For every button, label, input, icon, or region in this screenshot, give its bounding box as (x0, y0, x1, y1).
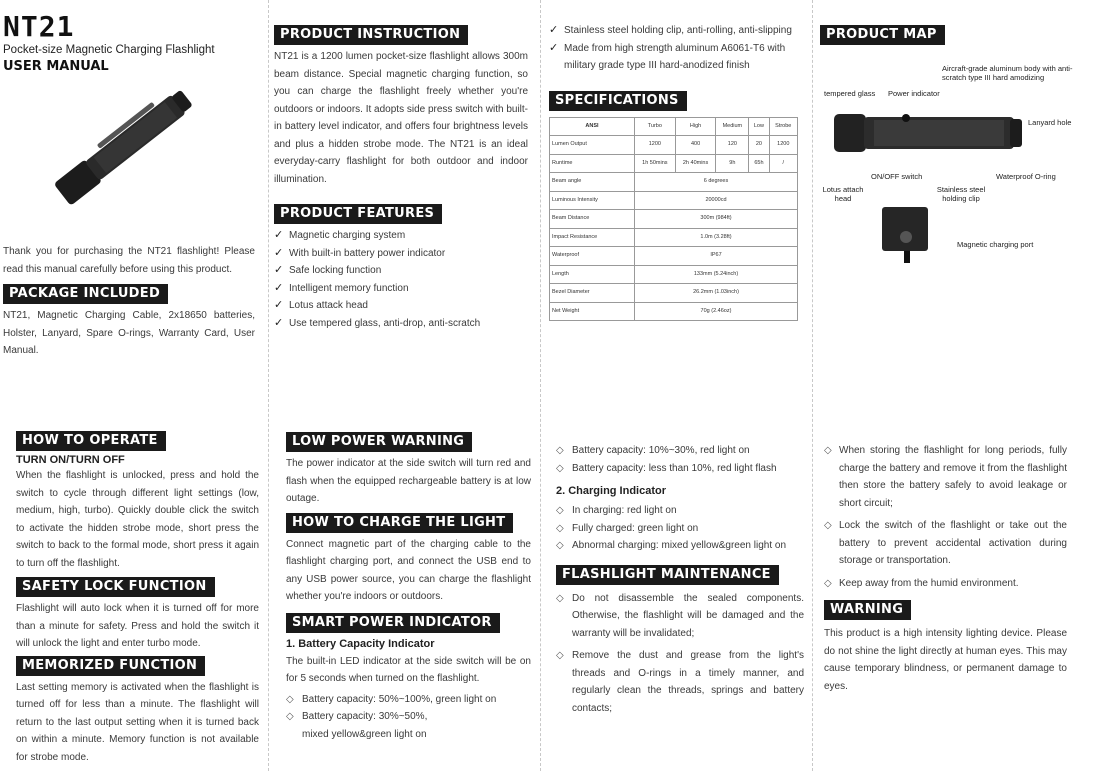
map-label-power: Power indicator (888, 89, 940, 98)
table-cell: 26.2mm (1.03inch) (635, 284, 798, 303)
package-text: NT21, Magnetic Charging Cable, 2x18650 batteries, Holster, Lanyard, Spare O-rings, Warranty Card, User Manual. (3, 310, 255, 356)
list-item: ◇ Abnormal charging: mixed yellow&green light on (556, 537, 804, 555)
map-label-port: Magnetic charging port (957, 240, 1034, 249)
instruction-text: NT21 is a 1200 lumen pocket-size flashlight allows 300m beam distance. Special magnetic charging function, so you can charge the flashlight freely whether you're outdoors or indoors. It adopts side press switch with built-in battery level indicator, and offers four brightness levels and plus a hidden strobe mode. The NT21 is an ideal everyday-carry flashlight for both outdoor and indoor illumination. (274, 51, 529, 185)
table-cell: Impact Resistance (550, 228, 635, 247)
package-heading: PACKAGE INCLUDED (3, 284, 168, 304)
table-cell: / (769, 154, 797, 173)
table-row (550, 284, 798, 303)
map-label-lanyard: Lanyard hole (1028, 118, 1072, 127)
user-manual-label: USER MANUAL (3, 59, 109, 74)
table-cell: 400 (675, 136, 716, 155)
battery-capacity-subheading: 1. Battery Capacity Indicator (286, 637, 435, 650)
flashlight-map-image (834, 108, 1024, 158)
table-row (550, 265, 798, 284)
table-row (550, 136, 798, 155)
map-label-lotus: Lotus attach head (822, 185, 864, 203)
table-cell: 1.0m (3.28ft) (635, 228, 798, 247)
thanks-text: Thank you for purchasing the NT21 flashlight! Please read this manual carefully before using this product. (3, 246, 255, 275)
features-heading: PRODUCT FEATURES (274, 204, 442, 224)
map-label-glass: tempered glass (824, 89, 876, 98)
table-cell: Waterproof (550, 247, 635, 266)
table-cell: 1200 (769, 136, 797, 155)
charge-text: Connect magnetic part of the charging cable to the flashlight charging port, and connect the USB end to any USB power source, you can charge the flashlight whether you're indoors or outdoors. (286, 538, 531, 602)
table-row (550, 228, 798, 247)
low-power-text: The power indicator at the side switch will turn red and flash when the equipped rechargeable battery is at low outage. (286, 458, 531, 504)
memorized-text: Last setting memory is activated when the flashlight is turned off for less than a minute. The flashlight will return to the last output setting when it is turned back on within a minute. Memory function is not available for strobe mode. (16, 681, 259, 763)
flashlight-image (23, 81, 223, 211)
table-cell: Length (550, 265, 635, 284)
list-item: ◇ Do not disassemble the sealed components. Otherwise, the flashlight will be damaged and the warranty will be invalidated; (556, 590, 804, 643)
features-list (274, 227, 528, 332)
list-item: ◇ Keep away from the humid environment. (824, 575, 1067, 593)
list-item: ✓ With built-in battery power indicator (274, 245, 528, 263)
storage-warning-panel (824, 442, 1067, 695)
list-item: ✓ Magnetic charging system (274, 227, 528, 245)
table-cell: IP67 (635, 247, 798, 266)
list-item: ◇ Battery capacity: less than 10%, red light flash (556, 460, 804, 478)
charge-heading: HOW TO CHARGE THE LIGHT (286, 513, 513, 533)
instruction-panel (274, 25, 528, 332)
table-cell: 2h 40mins (675, 154, 716, 173)
maintenance-heading: FLASHLIGHT MAINTENANCE (556, 565, 779, 585)
table-header: Strobe (769, 117, 797, 136)
memorized-heading: MEMORIZED FUNCTION (16, 656, 205, 676)
list-item: ✓ Lotus attack head (274, 297, 528, 315)
table-cell: Beam Distance (550, 210, 635, 229)
map-label-body: Aircraft-grade aluminum body with anti-scratch type III hard amodizing (942, 64, 1073, 82)
map-label-clip: Stainless steel holding clip (936, 185, 986, 203)
safety-lock-text: Flashlight will auto lock when it is turned off for more than a minute for safety. Press and hold the switch it will unlock the light and enter turbo mode. (16, 603, 259, 649)
indicator-maintenance-panel (556, 442, 804, 717)
product-map-heading: PRODUCT MAP (820, 25, 945, 45)
cover-panel (3, 12, 255, 360)
table-row (550, 154, 798, 173)
list-item: ◇ Battery capacity: 50%~100%, green light on (286, 691, 531, 709)
table-cell: 300m (984ft) (635, 210, 798, 229)
map-label-switch: ON/OFF switch (871, 172, 923, 181)
table-row (550, 302, 798, 321)
list-item: ◇ Fully charged: green light on (556, 520, 804, 538)
specifications-table (549, 117, 798, 322)
table-row (550, 247, 798, 266)
list-item: ◇ Battery capacity: 10%~30%, red light on (556, 442, 804, 460)
table-cell: 133mm (5.24inch) (635, 265, 798, 284)
table-header: Medium (716, 117, 749, 136)
list-item: ◇ Battery capacity: 30%~50%, (286, 708, 531, 726)
product-subtitle: Pocket-size Magnetic Charging Flashlight (3, 44, 215, 56)
list-item: ✓ Safe locking function (274, 262, 528, 280)
charging-port-image (882, 207, 932, 267)
list-item: ◇ Remove the dust and grease from the light's threads and O-rings in a timely manner, and regularly clean the threads, springs and battery contacts; (556, 647, 804, 717)
list-item: ✓ Use tempered glass, anti-drop, anti-scratch (274, 315, 528, 333)
instruction-heading: PRODUCT INSTRUCTION (274, 25, 468, 45)
table-cell: 65h (749, 154, 769, 173)
table-cell: 9h (716, 154, 749, 173)
specifications-heading: SPECIFICATIONS (549, 91, 687, 111)
product-title: NT21 (3, 10, 75, 43)
charging-indicator-subheading: 2. Charging Indicator (556, 485, 667, 497)
list-item: ◇ In charging: red light on (556, 502, 804, 520)
map-label-oring: Waterproof O-ring (996, 172, 1056, 181)
smart-indicator-heading: SMART POWER INDICATOR (286, 613, 500, 633)
table-row (550, 210, 798, 229)
operate-heading: HOW TO OPERATE (16, 431, 166, 451)
table-header: Turbo (635, 117, 676, 136)
table-cell: 6 degrees (635, 173, 798, 192)
table-cell: 70g (2.46oz) (635, 302, 798, 321)
table-cell: 120 (716, 136, 749, 155)
power-panel (286, 432, 531, 743)
table-cell: 1200 (635, 136, 676, 155)
low-power-heading: LOW POWER WARNING (286, 432, 472, 452)
battery-capacity-text: The built-in LED indicator at the side switch will be on for 5 seconds when turned on the flashlight. (286, 655, 531, 684)
table-cell: Beam angle (550, 173, 635, 192)
table-cell: 20000cd (635, 191, 798, 210)
list-item: ✓ Made from high strength aluminum A6061-T6 with military grade type III hard-anodized finish (549, 40, 801, 75)
table-cell: Lumen Output (550, 136, 635, 155)
list-item: ✓ Intelligent memory function (274, 280, 528, 298)
table-row (550, 173, 798, 192)
table-cell: Bezel Diameter (550, 284, 635, 303)
safety-lock-heading: SAFETY LOCK FUNCTION (16, 577, 215, 597)
table-cell: Luminous Intensity (550, 191, 635, 210)
table-cell: Net Weight (550, 302, 635, 321)
warning-text: This product is a high intensity lighting device. Please do not shine the light directly at human eyes. This may cause temporary blindness, or permanent damage to eyes. (824, 628, 1067, 692)
table-row (550, 191, 798, 210)
table-cell: 20 (749, 136, 769, 155)
turn-on-off-subheading: TURN ON/TURN OFF (16, 454, 125, 466)
list-item-continued: mixed yellow&green light on (302, 728, 427, 740)
operate-panel (16, 431, 259, 766)
table-cell: 1h 50mins (635, 154, 676, 173)
table-cell: Runtime (550, 154, 635, 173)
warning-heading: WARNING (824, 600, 911, 620)
table-header: ANSI (550, 117, 635, 136)
specs-panel (549, 22, 801, 321)
table-header: Low (749, 117, 769, 136)
operate-text: When the flashlight is unlocked, press and hold the switch to cycle through different light settings (low, medium, high, turbo). Quickly double click the switch to activate the hidden strobe mode, short press the switch to back to the formal mode, short press it again to turn off the flashlight. (16, 470, 259, 569)
table-header: High (675, 117, 716, 136)
table-row (550, 117, 798, 136)
list-item: ◇ Lock the switch of the flashlight or take out the battery to prevent accidental activation during storage or transportation. (824, 517, 1067, 570)
list-item: ◇ When storing the flashlight for long periods, fully charge the battery and remove it from the flashlight then store the battery safely to avoid leakage or short circuit; (824, 442, 1067, 512)
list-item: ✓ Stainless steel holding clip, anti-rolling, anti-slipping (549, 22, 801, 40)
